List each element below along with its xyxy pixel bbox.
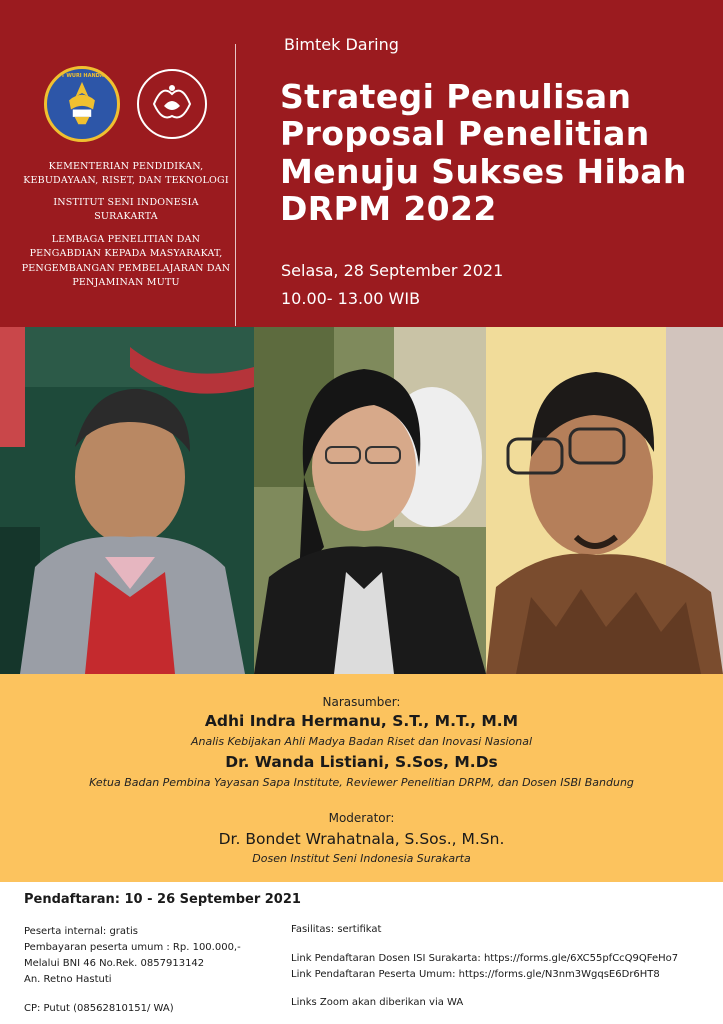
org-lppmpp-line1: LEMBAGA PENELITIAN DAN	[51, 234, 201, 245]
registration-info	[0, 882, 723, 1024]
moderator-name: Dr. Bondet Wrahatnala, S.Sos., M.Sn.	[218, 830, 505, 848]
fee-public: Pembayaran peserta umum : Rp. 100.000,-	[24, 942, 241, 953]
org-institute-line2: SURAKARTA	[94, 211, 158, 223]
isi-surakarta-logo	[134, 66, 210, 142]
event-type: Bimtek Daring	[284, 35, 399, 54]
logo-row	[44, 66, 210, 142]
speaker-photo-2	[254, 327, 486, 674]
contact-person: CP: Putut (08562810151/ WA)	[24, 1003, 174, 1014]
speaker-photo-3	[486, 327, 723, 674]
account-name: An. Retno Hastuti	[24, 974, 112, 985]
facility-info: Fasilitas: sertifikat	[291, 924, 382, 935]
speaker-1-name: Adhi Indra Hermanu, S.T., M.T., M.M	[204, 712, 519, 730]
org-ministry-line2: KEBUDAYAAN, RISET, DAN TEKNOLOGI	[23, 175, 229, 187]
event-title-line1: Strategi Penulisan	[280, 77, 632, 116]
org-lppmpp-line2: PENGABDIAN KEPADA MASYARAKAT,	[29, 248, 223, 260]
event-time: 10.00- 13.00 WIB	[281, 289, 421, 308]
org-lppmpp	[20, 233, 232, 290]
tut-wuri-handayani-logo	[44, 66, 120, 142]
zoom-info: Links Zoom akan diberikan via WA	[291, 997, 464, 1008]
public-registration-link[interactable]: Link Pendaftaran Peserta Umum: https://forms.gle/N3nm3WgqsE6Dr6HT8	[291, 969, 660, 980]
moderator-role: Dosen Institut Seni Indonesia Surakarta	[252, 852, 471, 865]
event-title-line3: Menuju Sukses Hibah	[280, 151, 687, 191]
event-date: Selasa, 28 September 2021	[281, 261, 504, 280]
header-banner	[0, 0, 723, 327]
org-lppmpp-line3: PENGEMBANGAN PEMBELAJARAN DAN	[21, 262, 231, 274]
org-ministry	[20, 160, 232, 189]
org-ministry-line1: KEMENTERIAN PENDIDIKAN,	[48, 161, 204, 172]
header-divider	[235, 44, 236, 326]
event-title-line4: DRPM 2022	[280, 188, 497, 228]
speaker-2-role: Ketua Badan Pembina Yayasan Sapa Institute, Reviewer Penelitian DRPM, dan Dosen ISBI Bandung	[89, 776, 634, 789]
lecturer-registration-link[interactable]: Link Pendaftaran Dosen ISI Surakarta: https://forms.gle/6XC55pfCcQ9QFeHo7	[291, 953, 679, 964]
bank-account: Melalui BNI 46 No.Rek. 0857913142	[24, 958, 205, 969]
speaker-2-name: Dr. Wanda Listiani, S.Sos, M.Ds	[225, 753, 498, 771]
event-title-line2: Proposal Penelitian	[280, 114, 650, 154]
event-title	[280, 78, 710, 227]
org-institute	[20, 196, 232, 225]
speaker-section	[0, 674, 723, 882]
speaker-photo-1	[0, 327, 254, 674]
moderator-label: Moderator:	[328, 811, 395, 825]
speaker-photos	[0, 327, 723, 674]
org-institute-line1: INSTITUT SENI INDONESIA	[53, 197, 199, 208]
registration-dates: Pendaftaran: 10 - 26 September 2021	[24, 892, 301, 907]
speakers-label: Narasumber:	[322, 695, 401, 709]
logo-text: TUT WURI HANDAYANI	[53, 73, 117, 79]
org-lppmpp-line4: PENJAMINAN MUTU	[72, 276, 180, 288]
fee-internal: Peserta internal: gratis	[24, 926, 138, 937]
speaker-1-role: Analis Kebijakan Ahli Madya Badan Riset dan Inovasi Nasional	[190, 735, 533, 748]
